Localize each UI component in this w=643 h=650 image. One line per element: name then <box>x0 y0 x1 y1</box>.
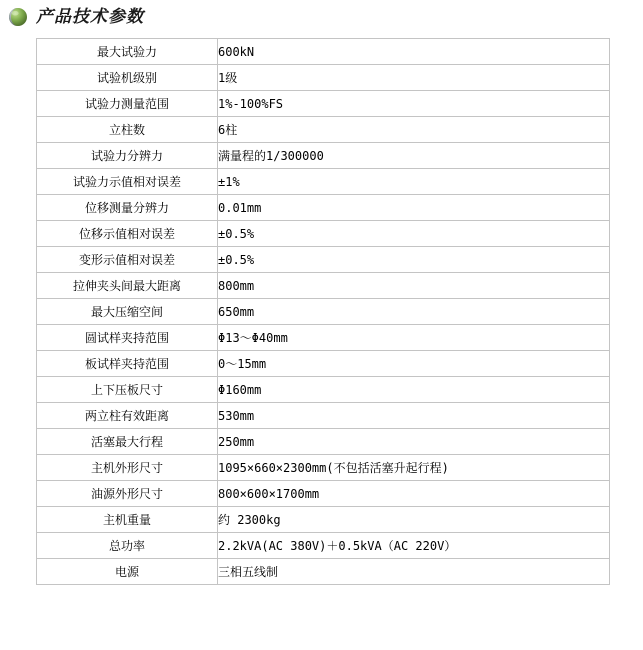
spec-label: 主机重量 <box>37 507 218 533</box>
sphere-bullet-icon <box>8 7 28 27</box>
spec-label: 板试样夹持范围 <box>37 351 218 377</box>
table-row <box>37 65 610 91</box>
spec-label: 圆试样夹持范围 <box>37 325 218 351</box>
spec-label: 位移测量分辨力 <box>37 195 218 221</box>
table-row <box>37 533 610 559</box>
table-row <box>37 117 610 143</box>
table-row <box>37 403 610 429</box>
spec-value: 三相五线制 <box>218 559 610 585</box>
spec-table <box>36 38 610 585</box>
table-row <box>37 91 610 117</box>
table-row <box>37 169 610 195</box>
table-row <box>37 195 610 221</box>
spec-label: 试验机级别 <box>37 65 218 91</box>
spec-value: 600kN <box>218 39 610 65</box>
spec-label: 试验力测量范围 <box>37 91 218 117</box>
table-row <box>37 247 610 273</box>
table-row <box>37 455 610 481</box>
spec-table-body <box>37 39 610 585</box>
spec-label: 试验力分辨力 <box>37 143 218 169</box>
spec-label: 最大压缩空间 <box>37 299 218 325</box>
spec-value: 2.2kVA(AC 380V)＋0.5kVA（AC 220V） <box>218 533 610 559</box>
spec-label: 油源外形尺寸 <box>37 481 218 507</box>
spec-value: ±1% <box>218 169 610 195</box>
spec-value: 250mm <box>218 429 610 455</box>
spec-value: ±0.5% <box>218 247 610 273</box>
table-row <box>37 221 610 247</box>
spec-label: 变形示值相对误差 <box>37 247 218 273</box>
spec-label: 立柱数 <box>37 117 218 143</box>
table-row <box>37 351 610 377</box>
spec-label: 拉伸夹头间最大距离 <box>37 273 218 299</box>
spec-value: 650mm <box>218 299 610 325</box>
spec-value: 6柱 <box>218 117 610 143</box>
spec-label: 上下压板尺寸 <box>37 377 218 403</box>
spec-value: 1级 <box>218 65 610 91</box>
page-header <box>0 0 643 32</box>
spec-label: 位移示值相对误差 <box>37 221 218 247</box>
spec-label: 总功率 <box>37 533 218 559</box>
spec-value: ±0.5% <box>218 221 610 247</box>
spec-value: 530mm <box>218 403 610 429</box>
spec-label: 活塞最大行程 <box>37 429 218 455</box>
table-row <box>37 143 610 169</box>
spec-value: Φ160mm <box>218 377 610 403</box>
table-row <box>37 429 610 455</box>
spec-value: 0.01mm <box>218 195 610 221</box>
page-title: 产品技术参数 <box>36 7 144 26</box>
spec-label: 试验力示值相对误差 <box>37 169 218 195</box>
spec-value: 800mm <box>218 273 610 299</box>
spec-value: 约 2300kg <box>218 507 610 533</box>
table-row <box>37 507 610 533</box>
table-row <box>37 559 610 585</box>
spec-label: 两立柱有效距离 <box>37 403 218 429</box>
table-row <box>37 273 610 299</box>
spec-value: 800×600×1700mm <box>218 481 610 507</box>
table-row <box>37 377 610 403</box>
table-row <box>37 481 610 507</box>
spec-label: 主机外形尺寸 <box>37 455 218 481</box>
spec-label: 最大试验力 <box>37 39 218 65</box>
spec-value: 0～15mm <box>218 351 610 377</box>
spec-label: 电源 <box>37 559 218 585</box>
spec-table-container <box>0 32 643 585</box>
table-row <box>37 325 610 351</box>
spec-value: 1%-100%FS <box>218 91 610 117</box>
table-row <box>37 299 610 325</box>
spec-value: Φ13～Φ40mm <box>218 325 610 351</box>
table-row <box>37 39 610 65</box>
spec-value: 1095×660×2300mm(不包括活塞升起行程) <box>218 455 610 481</box>
spec-value: 满量程的1/300000 <box>218 143 610 169</box>
